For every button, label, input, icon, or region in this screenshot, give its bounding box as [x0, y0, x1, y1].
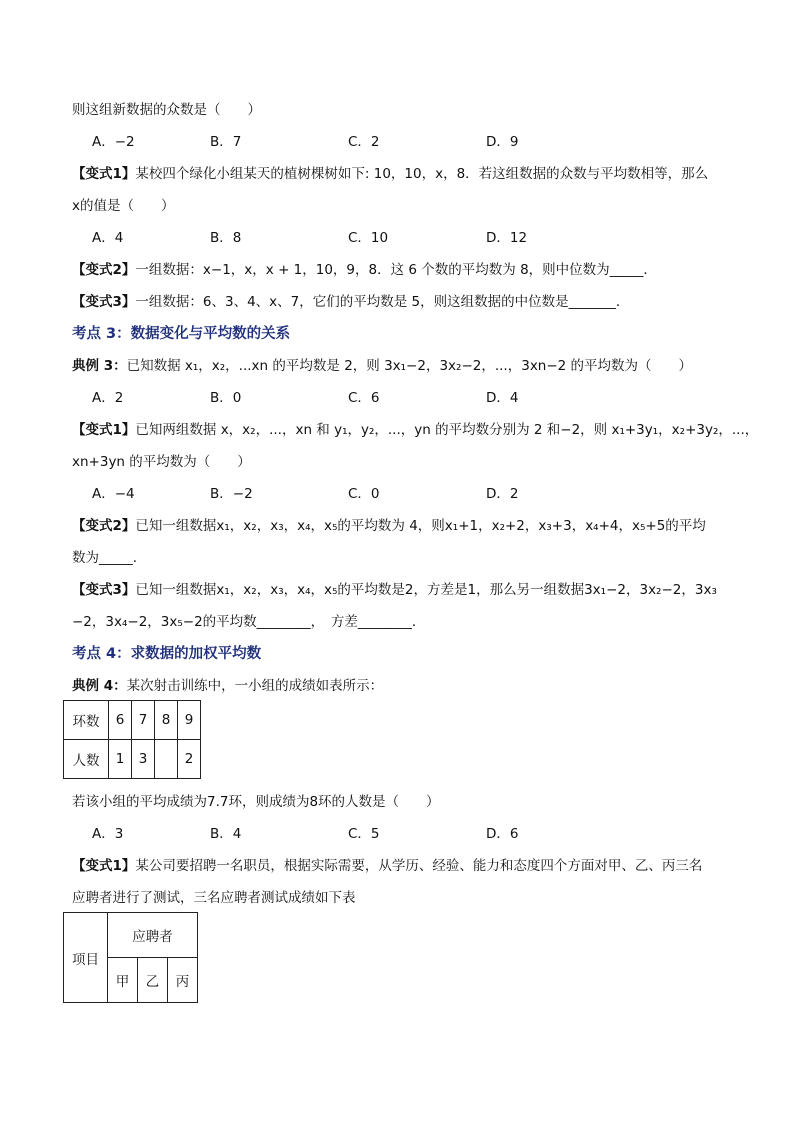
table-cell: 乙: [138, 958, 168, 1003]
variant-1-question: [72, 164, 708, 184]
table-cell: 甲: [108, 958, 138, 1003]
table-cell: 3: [132, 740, 155, 779]
question-text: 一组数据：6、3、4、x、7，它们的平均数是 5，则这组数据的中位数是_______．: [135, 294, 630, 310]
options-row: [92, 484, 732, 504]
variant-tag: 【变式2】: [72, 262, 136, 278]
option-c: C．5: [348, 826, 380, 842]
table-cell: 8: [155, 701, 178, 740]
variant-1-question: [72, 420, 758, 440]
table-cell: 1: [109, 740, 132, 779]
variant-tag: 【变式1】: [72, 858, 136, 874]
table-cell: 6: [109, 701, 132, 740]
variant-tag: 【变式1】: [72, 166, 136, 182]
table-cell: [155, 740, 178, 779]
question-text: 一组数据：x−1，x，x + 1，10，9，8．这 6 个数的平均数为 8，则中位数为_____．: [135, 262, 657, 278]
variant-3-question: [72, 580, 717, 600]
options-row: [92, 132, 732, 152]
variant-tag: 【变式3】: [72, 582, 136, 598]
variant-tag: 【变式3】: [72, 294, 136, 310]
example-tag: 典例 4：: [72, 678, 127, 694]
section-heading-4: 考点 4：求数据的加权平均数: [72, 646, 262, 662]
option-a: A．−4: [92, 486, 135, 502]
table-header-applicants: 应聘者: [108, 913, 198, 958]
question-text: 若该小组的平均成绩为7.7环，则成绩为8环的人数是（ ）: [72, 794, 440, 810]
table-row: [64, 740, 201, 779]
option-b: B．8: [210, 230, 242, 246]
applicant-table: [63, 912, 198, 1003]
option-a: A．4: [92, 230, 124, 246]
table-row: [64, 913, 198, 958]
question-text: 已知两组数据 x，x₂，...，xn 和 y₁，y₂，...，yn 的平均数分别为 2 和−2，则 x₁+3y₁，x₂+3y₂，...，: [135, 422, 759, 438]
option-d: D．12: [486, 230, 528, 246]
example-3-question: [72, 356, 692, 376]
option-d: D．6: [486, 826, 519, 842]
variant-tag: 【变式1】: [72, 422, 136, 438]
option-a: A．3: [92, 826, 124, 842]
options-row: [92, 388, 732, 408]
table-cell: 丙: [168, 958, 198, 1003]
option-a: A．−2: [92, 134, 135, 150]
table-cell: 2: [178, 740, 201, 779]
option-c: C．0: [348, 486, 380, 502]
variant-2-question: [72, 516, 706, 536]
question-text: 已知一组数据x₁，x₂，x₃，x₄，x₅的平均数是2，方差是1，那么另一组数据3x₁−2，3x₂−2，3x₃: [135, 582, 717, 598]
example-tag: 典例 3：: [72, 358, 127, 374]
option-a: A．2: [92, 390, 124, 406]
section-heading-3: 考点 3：数据变化与平均数的关系: [72, 326, 291, 342]
option-d: D．4: [486, 390, 519, 406]
question-text: 某校四个绿化小组某天的植树棵树如下: 10，10，x，8．若这组数据的众数与平均数相等，那么: [135, 166, 709, 182]
option-c: C．10: [348, 230, 389, 246]
table-cell: 9: [178, 701, 201, 740]
option-d: D．2: [486, 486, 519, 502]
question-text-cont: xn+3yn 的平均数为（ ）: [72, 454, 251, 470]
option-b: B．4: [210, 826, 242, 842]
table-cell: 人数: [64, 740, 109, 779]
question-text-cont: −2，3x₄−2，3x₅−2的平均数________， 方差________．: [72, 614, 426, 630]
question-text-cont: 应聘者进行了测试，三名应聘者测试成绩如下表: [72, 890, 356, 906]
option-b: B．0: [210, 390, 242, 406]
option-d: D．9: [486, 134, 519, 150]
question-text: 已知一组数据x₁，x₂，x₃，x₄，x₅的平均数为 4，则x₁+1，x₂+2，x₃+3，x₄+4，x₅+5的平均: [135, 518, 706, 534]
question-text: 某公司要招聘一名职员，根据实际需要，从学历、经验、能力和态度四个方面对甲、乙、丙三名: [135, 858, 703, 874]
table-header-item: 项目: [64, 913, 108, 1003]
score-table: [63, 700, 201, 779]
question-stem: 则这组新数据的众数是（ ）: [72, 102, 261, 118]
question-text-cont: 数为_____．: [72, 550, 147, 566]
option-b: B．−2: [210, 486, 253, 502]
options-row: [92, 228, 732, 248]
question-text: 某次射击训练中，一小组的成绩如表所示：: [126, 678, 384, 694]
table-cell: 7: [132, 701, 155, 740]
variant-1-question: [72, 856, 702, 876]
variant-2-question: [72, 260, 657, 280]
options-row: [92, 824, 732, 844]
question-text-cont: x的值是（ ）: [72, 198, 175, 214]
variant-3-question: [72, 292, 629, 312]
option-c: C．6: [348, 390, 380, 406]
table-row: [64, 701, 201, 740]
question-text: 已知数据 x₁，x₂，...xn 的平均数是 2，则 3x₁−2，3x₂−2，...，3xn−2 的平均数为（ ）: [126, 358, 693, 374]
example-4-question: [72, 676, 383, 696]
variant-tag: 【变式2】: [72, 518, 136, 534]
option-c: C．2: [348, 134, 380, 150]
option-b: B．7: [210, 134, 242, 150]
table-cell: 环数: [64, 701, 109, 740]
